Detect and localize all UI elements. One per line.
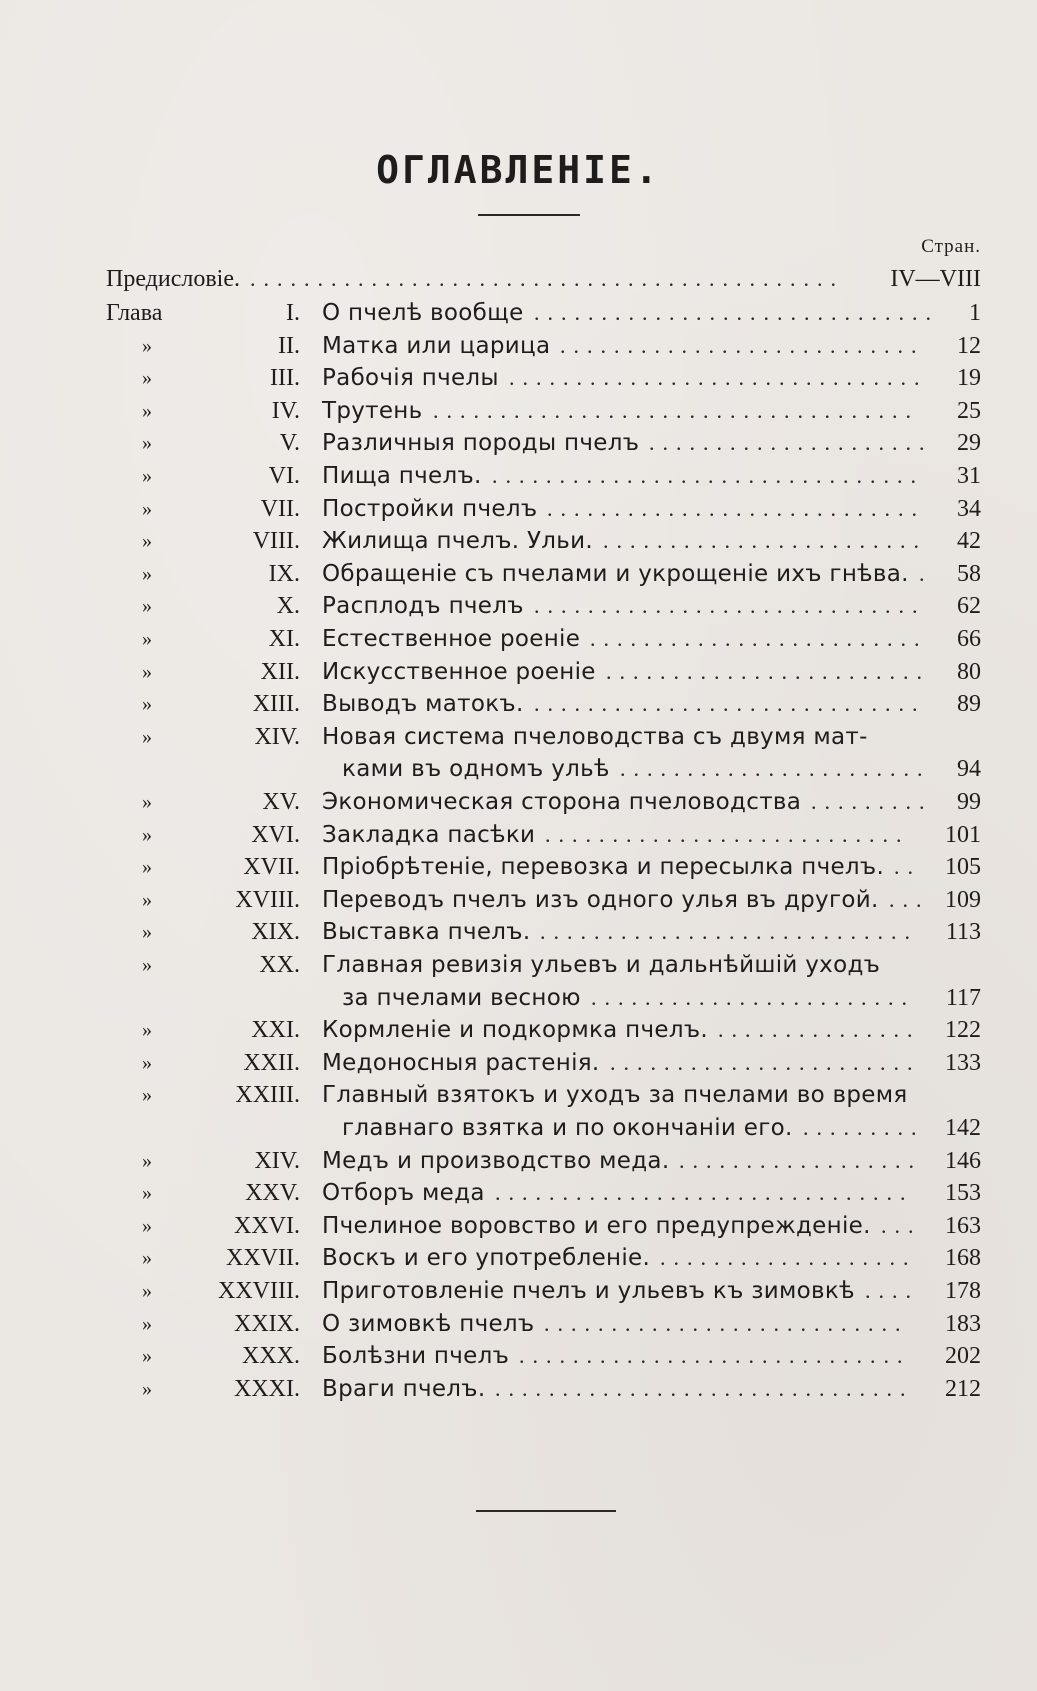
- leader-dots: ...............................: [495, 1376, 914, 1401]
- chapter-number: II.: [278, 333, 300, 359]
- chapter-number: VII.: [260, 496, 300, 522]
- chapter-number: VI.: [268, 463, 300, 489]
- ditto-mark: »: [142, 335, 152, 357]
- leader-dots: .........: [803, 1115, 925, 1140]
- chapter-title: Искусственное роеніе: [322, 659, 596, 685]
- chapter-number: XX.: [259, 952, 300, 978]
- toc-entry[interactable]: [0, 1046, 1037, 1080]
- chapter-title: Жилища пчелъ. Ульи.: [322, 528, 594, 554]
- chapter-title: О зимовкѣ пчелъ: [322, 1311, 535, 1337]
- leader-dots: .....................: [649, 430, 933, 455]
- ditto-mark: »: [142, 1313, 152, 1335]
- chapter-page: 29: [957, 430, 981, 456]
- ditto-mark: »: [142, 726, 152, 748]
- chapter-title: Матка или царица: [322, 333, 551, 359]
- ditto-mark: »: [142, 693, 152, 715]
- leader-dots: ...............................: [509, 365, 928, 390]
- chapter-title: Естественное роеніе: [322, 626, 581, 652]
- ditto-mark: »: [142, 1280, 152, 1302]
- chapter-title: Переводъ пчелъ изъ одного улья въ другой.: [322, 887, 879, 913]
- leader-dots: .: [919, 561, 933, 586]
- toc-entry-continuation[interactable]: [0, 981, 1037, 1015]
- chapter-page: 31: [957, 463, 981, 489]
- chapter-title: О пчелѣ вообще: [322, 300, 524, 326]
- toc-entry[interactable]: [0, 948, 1037, 982]
- chapter-page: 105: [945, 854, 981, 880]
- toc-entry[interactable]: [0, 1372, 1037, 1406]
- toc-entry[interactable]: [0, 1013, 1037, 1047]
- chapter-page: 183: [945, 1311, 981, 1337]
- leader-dots: ...........................: [544, 1311, 909, 1336]
- chapter-number: IX.: [268, 561, 300, 587]
- leader-dots: ............................: [547, 496, 925, 521]
- ditto-mark: »: [142, 367, 152, 389]
- chapter-page: 12: [957, 333, 981, 359]
- leader-dots: ...............................: [495, 1180, 914, 1205]
- ditto-mark: »: [142, 498, 152, 520]
- chapter-page: 62: [957, 593, 981, 619]
- leader-dots: ........................: [606, 659, 930, 684]
- chapter-title: Экономическая сторона пчеловодства: [322, 789, 802, 815]
- leader-dots: ...........................: [560, 333, 925, 358]
- toc-entry[interactable]: [0, 426, 1037, 460]
- leader-dots: ...............: [718, 1017, 921, 1042]
- chapter-number: XXI.: [251, 1017, 300, 1043]
- chapter-page: 142: [945, 1115, 981, 1141]
- leader-dots: .........: [811, 789, 933, 814]
- chapter-number: X.: [276, 593, 300, 619]
- preface-page: IV—VIII: [890, 266, 981, 292]
- toc-entry[interactable]: [0, 329, 1037, 363]
- chapter-title: Обращеніе съ пчелами и укрощеніе ихъ гнѣва.: [322, 561, 909, 587]
- chapter-page: 94: [957, 756, 981, 782]
- chapter-title: Главный взятокъ и уходъ за пчелами во время: [322, 1082, 908, 1108]
- chapter-title: Рабочія пчелы: [322, 365, 499, 391]
- ditto-mark: »: [142, 1345, 152, 1367]
- chapter-page: 212: [945, 1376, 981, 1402]
- chapter-number: XXVI.: [234, 1213, 300, 1239]
- ditto-mark: »: [142, 1378, 152, 1400]
- chapter-number: XXXI.: [234, 1376, 300, 1402]
- chapter-number: XVIII.: [235, 887, 300, 913]
- chapter-page: 58: [957, 561, 981, 587]
- ditto-mark: »: [142, 563, 152, 585]
- chapter-title: Болѣзни пчелъ: [322, 1343, 510, 1369]
- leader-dots: .............................: [519, 1343, 911, 1368]
- ditto-mark: »: [142, 856, 152, 878]
- leader-dots: ...........................: [545, 822, 910, 847]
- chapter-number: I.: [286, 300, 300, 326]
- toc-entry[interactable]: [0, 1339, 1037, 1373]
- chapter-number: VIII.: [252, 528, 300, 554]
- ditto-mark: »: [142, 1247, 152, 1269]
- preface-label: Предисловіе.: [106, 266, 241, 292]
- ditto-mark: »: [142, 595, 152, 617]
- ditto-mark: »: [142, 791, 152, 813]
- leader-dots: ..................: [679, 1148, 922, 1173]
- leader-dots: ............................: [540, 919, 918, 944]
- toc-entry[interactable]: [0, 785, 1037, 819]
- ditto-mark: »: [142, 1182, 152, 1204]
- chapter-title: Главная ревизія ульевъ и дальнѣйшій уходъ: [322, 952, 881, 978]
- chapter-page: 178: [945, 1278, 981, 1304]
- toc-entry[interactable]: [0, 818, 1037, 852]
- chapter-title: главнаго взятка и по окончаніи его.: [342, 1115, 793, 1141]
- chapter-number: XVI.: [251, 822, 300, 848]
- chapter-page: 168: [945, 1245, 981, 1271]
- chapter-page: 153: [945, 1180, 981, 1206]
- toc-entry[interactable]: [0, 850, 1037, 884]
- chapter-title: Отборъ меда: [322, 1180, 485, 1206]
- chapter-title: Пища пчелъ.: [322, 463, 482, 489]
- chapter-title: Пчелиное воровство и его предупрежденіе.: [322, 1213, 871, 1239]
- toc-entry[interactable]: [0, 492, 1037, 526]
- toc-entry-preface[interactable]: [0, 262, 1037, 296]
- toc-entry-continuation[interactable]: [0, 752, 1037, 786]
- chapter-title: Расплодъ пчелъ: [322, 593, 524, 619]
- chapter-title: за пчелами весною: [342, 985, 581, 1011]
- toc-entry[interactable]: [0, 915, 1037, 949]
- leader-dots: ..............................: [534, 300, 939, 325]
- chapter-number: XIX.: [251, 919, 300, 945]
- chapter-number: XXII.: [243, 1050, 300, 1076]
- chapter-number: XIII.: [252, 691, 300, 717]
- chapter-title: Приготовленіе пчелъ и ульевъ къ зимовкѣ: [322, 1278, 855, 1304]
- toc-entry[interactable]: [0, 687, 1037, 721]
- leader-dots: .........................: [590, 626, 928, 651]
- chapter-page: 25: [957, 398, 981, 424]
- toc-entry[interactable]: [0, 1209, 1037, 1243]
- leader-dots: .............................: [534, 691, 926, 716]
- ditto-mark: »: [142, 400, 152, 422]
- chapter-number: XXVII.: [226, 1245, 300, 1271]
- chapter-page: 202: [945, 1343, 981, 1369]
- toc-entry[interactable]: [0, 720, 1037, 754]
- toc-entry[interactable]: [0, 1307, 1037, 1341]
- leader-dots: .......................: [620, 756, 931, 781]
- toc-entry[interactable]: [0, 1176, 1037, 1210]
- toc-entry[interactable]: [0, 883, 1037, 917]
- chapter-number: IV.: [271, 398, 300, 424]
- leader-dots: ...................: [660, 1245, 917, 1270]
- chapter-title: Кормленіе и подкормка пчелъ.: [322, 1017, 709, 1043]
- chapter-title: Пріобрѣтеніе, перевозка и пересылка пчелъ.: [322, 854, 885, 880]
- toc-entry-continuation[interactable]: [0, 1111, 1037, 1145]
- leader-dots: ............................................: [250, 266, 844, 291]
- chapter-title: Закладка пасѣки: [322, 822, 536, 848]
- chapter-page: 42: [957, 528, 981, 554]
- chapter-page: 109: [945, 887, 981, 913]
- chapter-page: 99: [957, 789, 981, 815]
- toc-entry[interactable]: [0, 589, 1037, 623]
- chapter-page: 80: [957, 659, 981, 685]
- ditto-mark: »: [142, 661, 152, 683]
- leader-dots: .............................: [534, 593, 926, 618]
- ditto-mark: »: [142, 1150, 152, 1172]
- chapter-page: 89: [957, 691, 981, 717]
- end-rule: [476, 1510, 616, 1512]
- chapter-number: XXIX.: [234, 1311, 300, 1337]
- chapter-page: 122: [945, 1017, 981, 1043]
- chapter-title: Воскъ и его употребленіе.: [322, 1245, 651, 1271]
- toc-entry[interactable]: [0, 394, 1037, 428]
- chapter-page: 163: [945, 1213, 981, 1239]
- chapter-page: 66: [957, 626, 981, 652]
- ditto-mark: »: [142, 1052, 152, 1074]
- ditto-mark: »: [142, 921, 152, 943]
- toc-entry[interactable]: [0, 459, 1037, 493]
- toc-entry[interactable]: [0, 1274, 1037, 1308]
- toc-entry[interactable]: [0, 296, 1037, 330]
- chapter-title: Трутень: [322, 398, 423, 424]
- chapter-number: XI.: [268, 626, 300, 652]
- chapter-page: 1: [969, 300, 981, 326]
- chapter-number: XIV.: [254, 724, 300, 750]
- chapter-page: 19: [957, 365, 981, 391]
- ditto-mark: »: [142, 1215, 152, 1237]
- ditto-mark: »: [142, 824, 152, 846]
- ditto-mark: »: [142, 954, 152, 976]
- page-title: ОГЛАВЛЕНІЕ.: [376, 148, 661, 192]
- page-column-header: Стран.: [921, 236, 981, 257]
- ditto-mark: »: [142, 432, 152, 454]
- chapter-title: Медоносныя растенія.: [322, 1050, 600, 1076]
- toc-entry[interactable]: [0, 655, 1037, 689]
- toc-entry[interactable]: [0, 1241, 1037, 1275]
- toc-entry[interactable]: [0, 1144, 1037, 1178]
- leader-dots: ..: [894, 854, 921, 879]
- chapter-number: XVII.: [243, 854, 300, 880]
- chapter-page: 113: [945, 919, 981, 945]
- chapter-number: XII.: [260, 659, 300, 685]
- chapter-number: XXVIII.: [218, 1278, 300, 1304]
- toc-entry[interactable]: [0, 1078, 1037, 1112]
- title-rule: [478, 214, 580, 216]
- leader-dots: ....: [865, 1278, 919, 1303]
- leader-dots: ...: [881, 1213, 922, 1238]
- chapter-word: Глава: [106, 300, 163, 326]
- leader-dots: ....................................: [433, 398, 919, 423]
- chapter-title: Медъ и производство меда.: [322, 1148, 670, 1174]
- leader-dots: ...: [889, 887, 930, 912]
- ditto-mark: »: [142, 1019, 152, 1041]
- ditto-mark: »: [142, 465, 152, 487]
- chapter-number: V.: [279, 430, 300, 456]
- ditto-mark: »: [142, 889, 152, 911]
- chapter-title: Выводъ матокъ.: [322, 691, 524, 717]
- chapter-title: Постройки пчелъ: [322, 496, 538, 522]
- chapter-title: ками въ одномъ ульѣ: [342, 756, 610, 782]
- ditto-mark: »: [142, 1084, 152, 1106]
- leader-dots: ................................: [492, 463, 924, 488]
- chapter-title: Новая система пчеловодства съ двумя мат-: [322, 724, 868, 750]
- chapter-page: 133: [945, 1050, 981, 1076]
- chapter-number: XXX.: [242, 1343, 300, 1369]
- leader-dots: ........................: [603, 528, 927, 553]
- chapter-title: Враги пчелъ.: [322, 1376, 486, 1402]
- chapter-page: 117: [945, 985, 981, 1011]
- chapter-page: 146: [945, 1148, 981, 1174]
- chapter-title: Различныя породы пчелъ: [322, 430, 640, 456]
- chapter-title: Выставка пчелъ.: [322, 919, 531, 945]
- chapter-number: XV.: [262, 789, 300, 815]
- chapter-number: XXIII.: [235, 1082, 300, 1108]
- chapter-page: 101: [945, 822, 981, 848]
- ditto-mark: »: [142, 530, 152, 552]
- leader-dots: .......................: [610, 1050, 921, 1075]
- toc-entry[interactable]: [0, 361, 1037, 395]
- chapter-number: III.: [270, 365, 300, 391]
- toc-entry[interactable]: [0, 524, 1037, 558]
- chapter-number: XXV.: [245, 1180, 300, 1206]
- toc-entry[interactable]: [0, 622, 1037, 656]
- chapter-page: 34: [957, 496, 981, 522]
- toc-entry[interactable]: [0, 557, 1037, 591]
- ditto-mark: »: [142, 628, 152, 650]
- leader-dots: ........................: [591, 985, 915, 1010]
- chapter-number: XIV.: [254, 1148, 300, 1174]
